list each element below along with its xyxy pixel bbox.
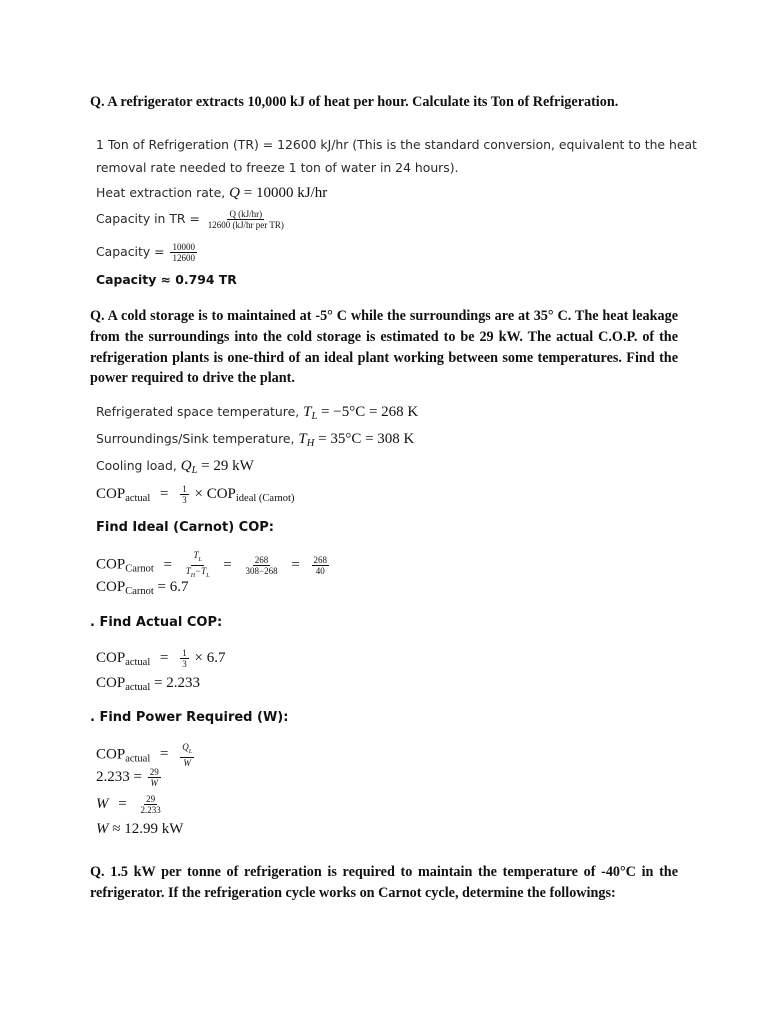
heat-rate-label: Heat extraction rate, xyxy=(96,185,226,200)
th-line: Surroundings/Sink temperature, $T_H = 35^\circ C = 308$ K xyxy=(96,431,415,449)
carnot-cop-formula: $COP_{Carnot}$ = $\frac{T_L}{T_H-T_L}$ = $\frac{268}{308-268}$ = $\frac{268}{40}$ xyxy=(96,550,328,579)
one-third-fraction: $\frac{1}{3}$ xyxy=(182,648,187,669)
capacity-calc-label: Capacity = xyxy=(96,244,165,259)
one-third-fraction: $\frac{1}{3}$ xyxy=(182,484,187,505)
tl-line: Refrigerated space temperature, $T_L = -5^\circ C = 268$ K xyxy=(96,404,419,422)
tr-definition-line-2: removal rate needed to freeze 1 ton of water in 24 hours). xyxy=(96,160,459,175)
carnot-sub: Carnot xyxy=(125,563,154,575)
ql-over-w-fraction: $\frac{Q_L}{W}$ xyxy=(182,742,193,768)
power-substitution: 2.233 = $\frac{29}{W}$ xyxy=(96,767,159,788)
cop-sub-actual: actual xyxy=(125,492,151,504)
heat-rate-expr: 10000 kJ/hr xyxy=(255,185,328,201)
carnot-fraction-reduced: $\frac{268}{40}$ xyxy=(313,554,328,576)
tl-expr: = −5°C = 268 K xyxy=(321,404,419,420)
29-over-w-fraction: $\frac{29}{W}$ xyxy=(149,767,159,788)
tl-label: Refrigerated space temperature, xyxy=(96,404,300,419)
question-3: Q. 1.5 kW per tonne of refrigeration is required to maintain the temperature of -40°C in the refrigerator. If the refrigeration cycle works on Carnot cycle, determine the followings: xyxy=(90,864,678,901)
actual-cop-value: $COP_{actual} = 2.233$ xyxy=(96,675,200,693)
power-solve: W = $\frac{29}{2.233}$ xyxy=(96,794,161,815)
heading-carnot-cop: Find Ideal (Carnot) COP: xyxy=(96,520,274,535)
question-1: Q. A refrigerator extracts 10,000 kJ of heat per hour. Calculate its Ton of Refrigeration. xyxy=(90,94,619,110)
ql-expr: = 29 kW xyxy=(201,458,254,474)
power-result: W ≈ 12.99 kW xyxy=(96,821,184,837)
ql-line: Cooling load, $Q_L = 29$ kW xyxy=(96,458,254,476)
question-2: Q. A cold storage is to maintained at -5° C while the surroundings are at 35° C. The heat leakage from the surroundings into the cold storage is estimated to be 29 kW. The actual C.O.P. of the refrigeration plants is one-third of an ideal plant working between some temperatures. Find the power required to drive the plant. xyxy=(90,308,678,387)
heat-rate-line: Heat extraction rate, Q = 10000 kJ/hr xyxy=(96,185,328,201)
actual-cop-formula: $COP_{actual}$ = $\frac{1}{3}$ × 6.7 xyxy=(96,648,226,669)
capacity-result: Capacity ≈ 0.794 TR xyxy=(96,272,237,287)
carnot-fraction-symbolic: $\frac{T_L}{T_H-T_L}$ xyxy=(185,550,210,579)
heading-power-required: . Find Power Required (W): xyxy=(90,710,289,725)
power-formula: $COP_{actual}$ = $\frac{Q_L}{W}$ xyxy=(96,742,193,768)
w-fraction: $\frac{29}{2.233}$ xyxy=(140,794,161,815)
th-expr: = 35°C = 308 K xyxy=(318,431,415,447)
ql-label: Cooling load, xyxy=(96,458,177,473)
capacity-formula-line xyxy=(96,209,288,230)
capacity-formula-fraction xyxy=(206,209,286,230)
heading-actual-cop: . Find Actual COP: xyxy=(90,615,223,630)
capacity-calc-fraction xyxy=(170,242,197,263)
fraction-denominator: 12600 xyxy=(172,253,195,263)
carnot-fraction-values: $\frac{268}{308-268}$ xyxy=(245,554,278,576)
carnot-cop-value: $COP_{Carnot} = 6.7$ xyxy=(96,579,189,597)
cop-relation: $COP_{actual}$ = $\frac{1}{3}$ × $COP_{ideal (Carnot)}$ xyxy=(96,484,295,505)
capacity-calc-line xyxy=(96,242,199,263)
capacity-formula-label: Capacity in TR = xyxy=(96,211,200,226)
fraction-denominator: 12600 (kJ/hr per TR) xyxy=(207,220,284,230)
tr-definition-line-1: 1 Ton of Refrigeration (TR) = 12600 kJ/hr (This is the standard conversion, equivalent to the heat xyxy=(96,137,697,152)
cop-sub-ideal: ideal (Carnot) xyxy=(235,492,295,504)
fraction-numerator: 10000 xyxy=(172,242,195,252)
th-label: Surroundings/Sink temperature, xyxy=(96,431,295,446)
fraction-numerator: Q (kJ/hr) xyxy=(229,209,263,219)
